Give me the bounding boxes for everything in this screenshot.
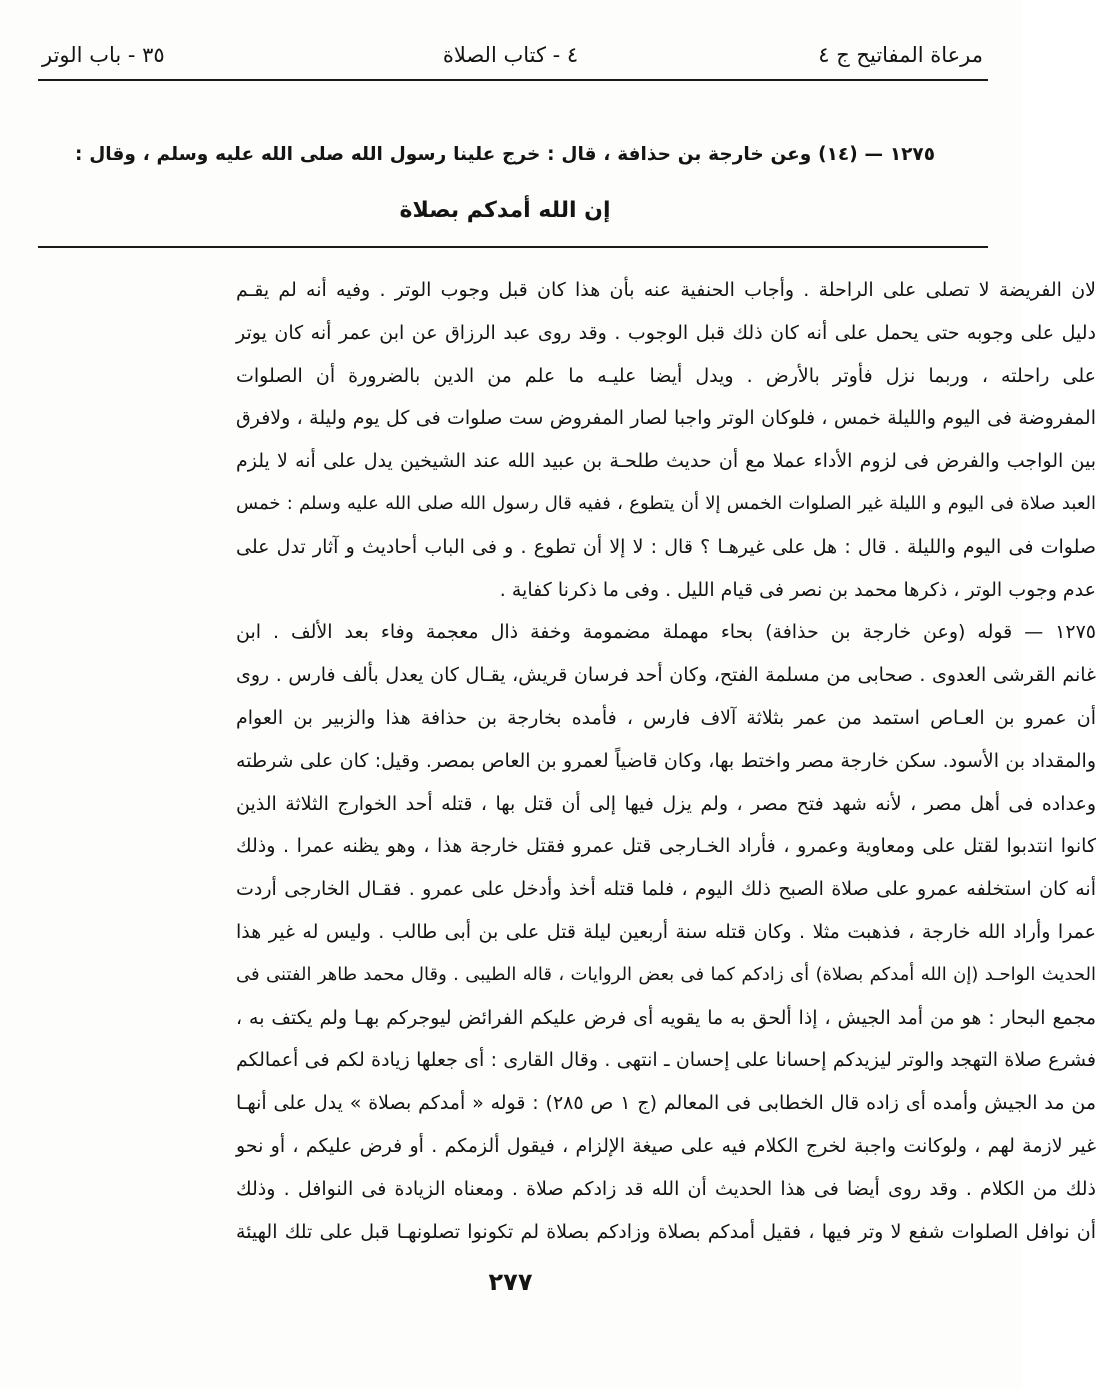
commentary-line: من مد الجيش وأمده أى زاده قال الخطابى فى المعالم (ج ١ ص ٢٨٥) : قوله « أمدكم بصلاة » يدل على أنهـا (236, 1092, 1096, 1115)
commentary-line: صلوات فى اليوم والليلة . قال : هل على غيرهـا ؟ قال : لا إلا أن تطوع . و فى الباب أحاديث و آثار تدل على (236, 535, 1096, 558)
commentary-line: عمرا وأراد الله خارجة ، فذهبت مثلا . وكان قتله سنة أربعين ليلة قتل على بن أبى طالب . وليس له غير هذا (236, 920, 1096, 943)
commentary-line: بين الواجب والفرض فى لزوم الأداء عملا مع أن حديث طلحـة بن عبيد الله عند الشيخين يدل على أنه لا يلزم (236, 450, 1096, 473)
commentary-line: ذلك من الكلام . وقد روى أيضا فى هذا الحديث أن الله قد زادكم صلاة . ومعناه الزيادة فى النوافل . وذلك (236, 1177, 1096, 1200)
commentary-line: وعداده فى أهل مصر ، لأنه شهد فتح مصر ، ولم يزل فيها إلى أن قتل بها ، قتله أحد الخوارج الثلاثة الذين (236, 792, 1096, 815)
commentary-line: على راحلته ، وربما نزل فأوتر بالأرض . ويدل أيضا عليـه ما علم من الدين بالضرورة أن الصلوات (236, 364, 1096, 387)
commentary-line: فشرع صلاة التهجد والوتر ليزيدكم إحسانا على إحسان ـ انتهى . وقال القارى : أى جعلها زيادة لكم فى أعمالكم (236, 1049, 1096, 1072)
hadith-text-line: إن الله أمدكم بصلاة (399, 198, 611, 223)
hadith-text-line: ١٢٧٥ — (١٤) وعن خارجة بن حذافة ، قال : خرج علينا رسول الله صلى الله عليه وسلم ، وقال : (75, 144, 935, 165)
commentary-line: المفروضة فى اليوم والليلة خمس ، فلوكان الوتر واجبا لصار المفروض ست صلوات فى كل يوم وليلة ، ولافرق (236, 407, 1096, 430)
header-rule (38, 79, 988, 81)
hadith-separator-rule (38, 246, 988, 248)
commentary-line: عدم وجوب الوتر ، ذكرها محمد بن نصر فى قيام الليل . وفى ما ذكرنا كفاية . (499, 578, 1096, 601)
commentary-line: العبد صلاة فى اليوم و الليلة غير الصلوات الخمس إلا أن يتطوع ، ففيه قال رسول الله صلى الله عليه وسلم : خمس (236, 492, 1096, 514)
commentary-line: والمقداد بن الأسود. سكن خارجة مصر واختط بها، وكان قاضياً لعمرو بن العاص بمصر. وقيل: كان على شرطته (236, 749, 1096, 772)
chapter-title: ٤ - كتاب الصلاة (442, 43, 579, 67)
commentary-line: الحديث الواحـد (إن الله أمدكم بصلاة) أى زادكم كما فى بعض الروايات ، قاله الطيبى . وقال محمد طاهر الفتنى فى (236, 963, 1096, 985)
commentary-line: غانم القرشى العدوى . صحابى من مسلمة الفتح، وكان أحد فرسان قريش، يقـال كان يعدل بألف فارس . روى (236, 664, 1096, 687)
commentary-line: أنه كان استخلفه عمرو على صلاة الصبح ذلك اليوم ، فلما قتله أخذ وأدخل على عمرو . فقـال الخارجى أردت (236, 878, 1096, 901)
commentary-line: ١٢٧٥ — قوله (وعن خارجة بن حذافة) بحاء مهملة مضمومة وخفة ذال معجمة وفاء بعد الألف . ابن (236, 621, 1096, 644)
commentary-line: لان الفريضة لا تصلى على الراحلة . وأجاب الحنفية عنه بأن هذا كان قبل وجوب الوتر . وفيه أنه لم يقـم (236, 279, 1096, 301)
book-title: مرعاة المفاتيح ج ٤ (818, 43, 983, 67)
commentary-line: كانوا انتدبوا لقتل على ومعاوية وعمرو ، فأراد الخـارجى قتل عمرو فقتل خارجة هذا ، وهو يظنه عمرا . وذلك (236, 835, 1096, 858)
commentary-line: أن عمرو بن العـاص استمد من عمر بثلاثة آلاف فارس ، فأمده بخارجة بن حذافة هذا والزبير بن العوام (236, 706, 1096, 729)
commentary-line: دليل على وجوبه حتى يحمل على أنه كان ذلك قبل الوجوب . وقد روى عبد الرزاق عن ابن عمر أنه كان يوتر (236, 321, 1096, 344)
commentary-line: مجمع البحار : هو من أمد الجيش ، إذا ألحق به ما يقويه أى فرض عليكم الفرائض ليوجركم بهـا ولم يكتف به ، (236, 1006, 1096, 1029)
commentary-line: أن نوافل الصلوات شفع لا وتر فيها ، فقيل أمدكم بصلاة وزادكم بصلاة لم تكونوا تصلونهـا قبل على تلك الهيئة (236, 1220, 1096, 1243)
page-number: ٢٧٧ (488, 1268, 533, 1296)
section-title: ٣٥ - باب الوتر (42, 43, 165, 67)
commentary-line: غير لازمة لهم ، ولوكانت واجبة لخرج الكلام فيه على صيغة الإلزام ، فيقول ألزمكم . أو فرض عليكم ، أو نحو (236, 1134, 1096, 1157)
commentary-block (0, 270, 1096, 1254)
